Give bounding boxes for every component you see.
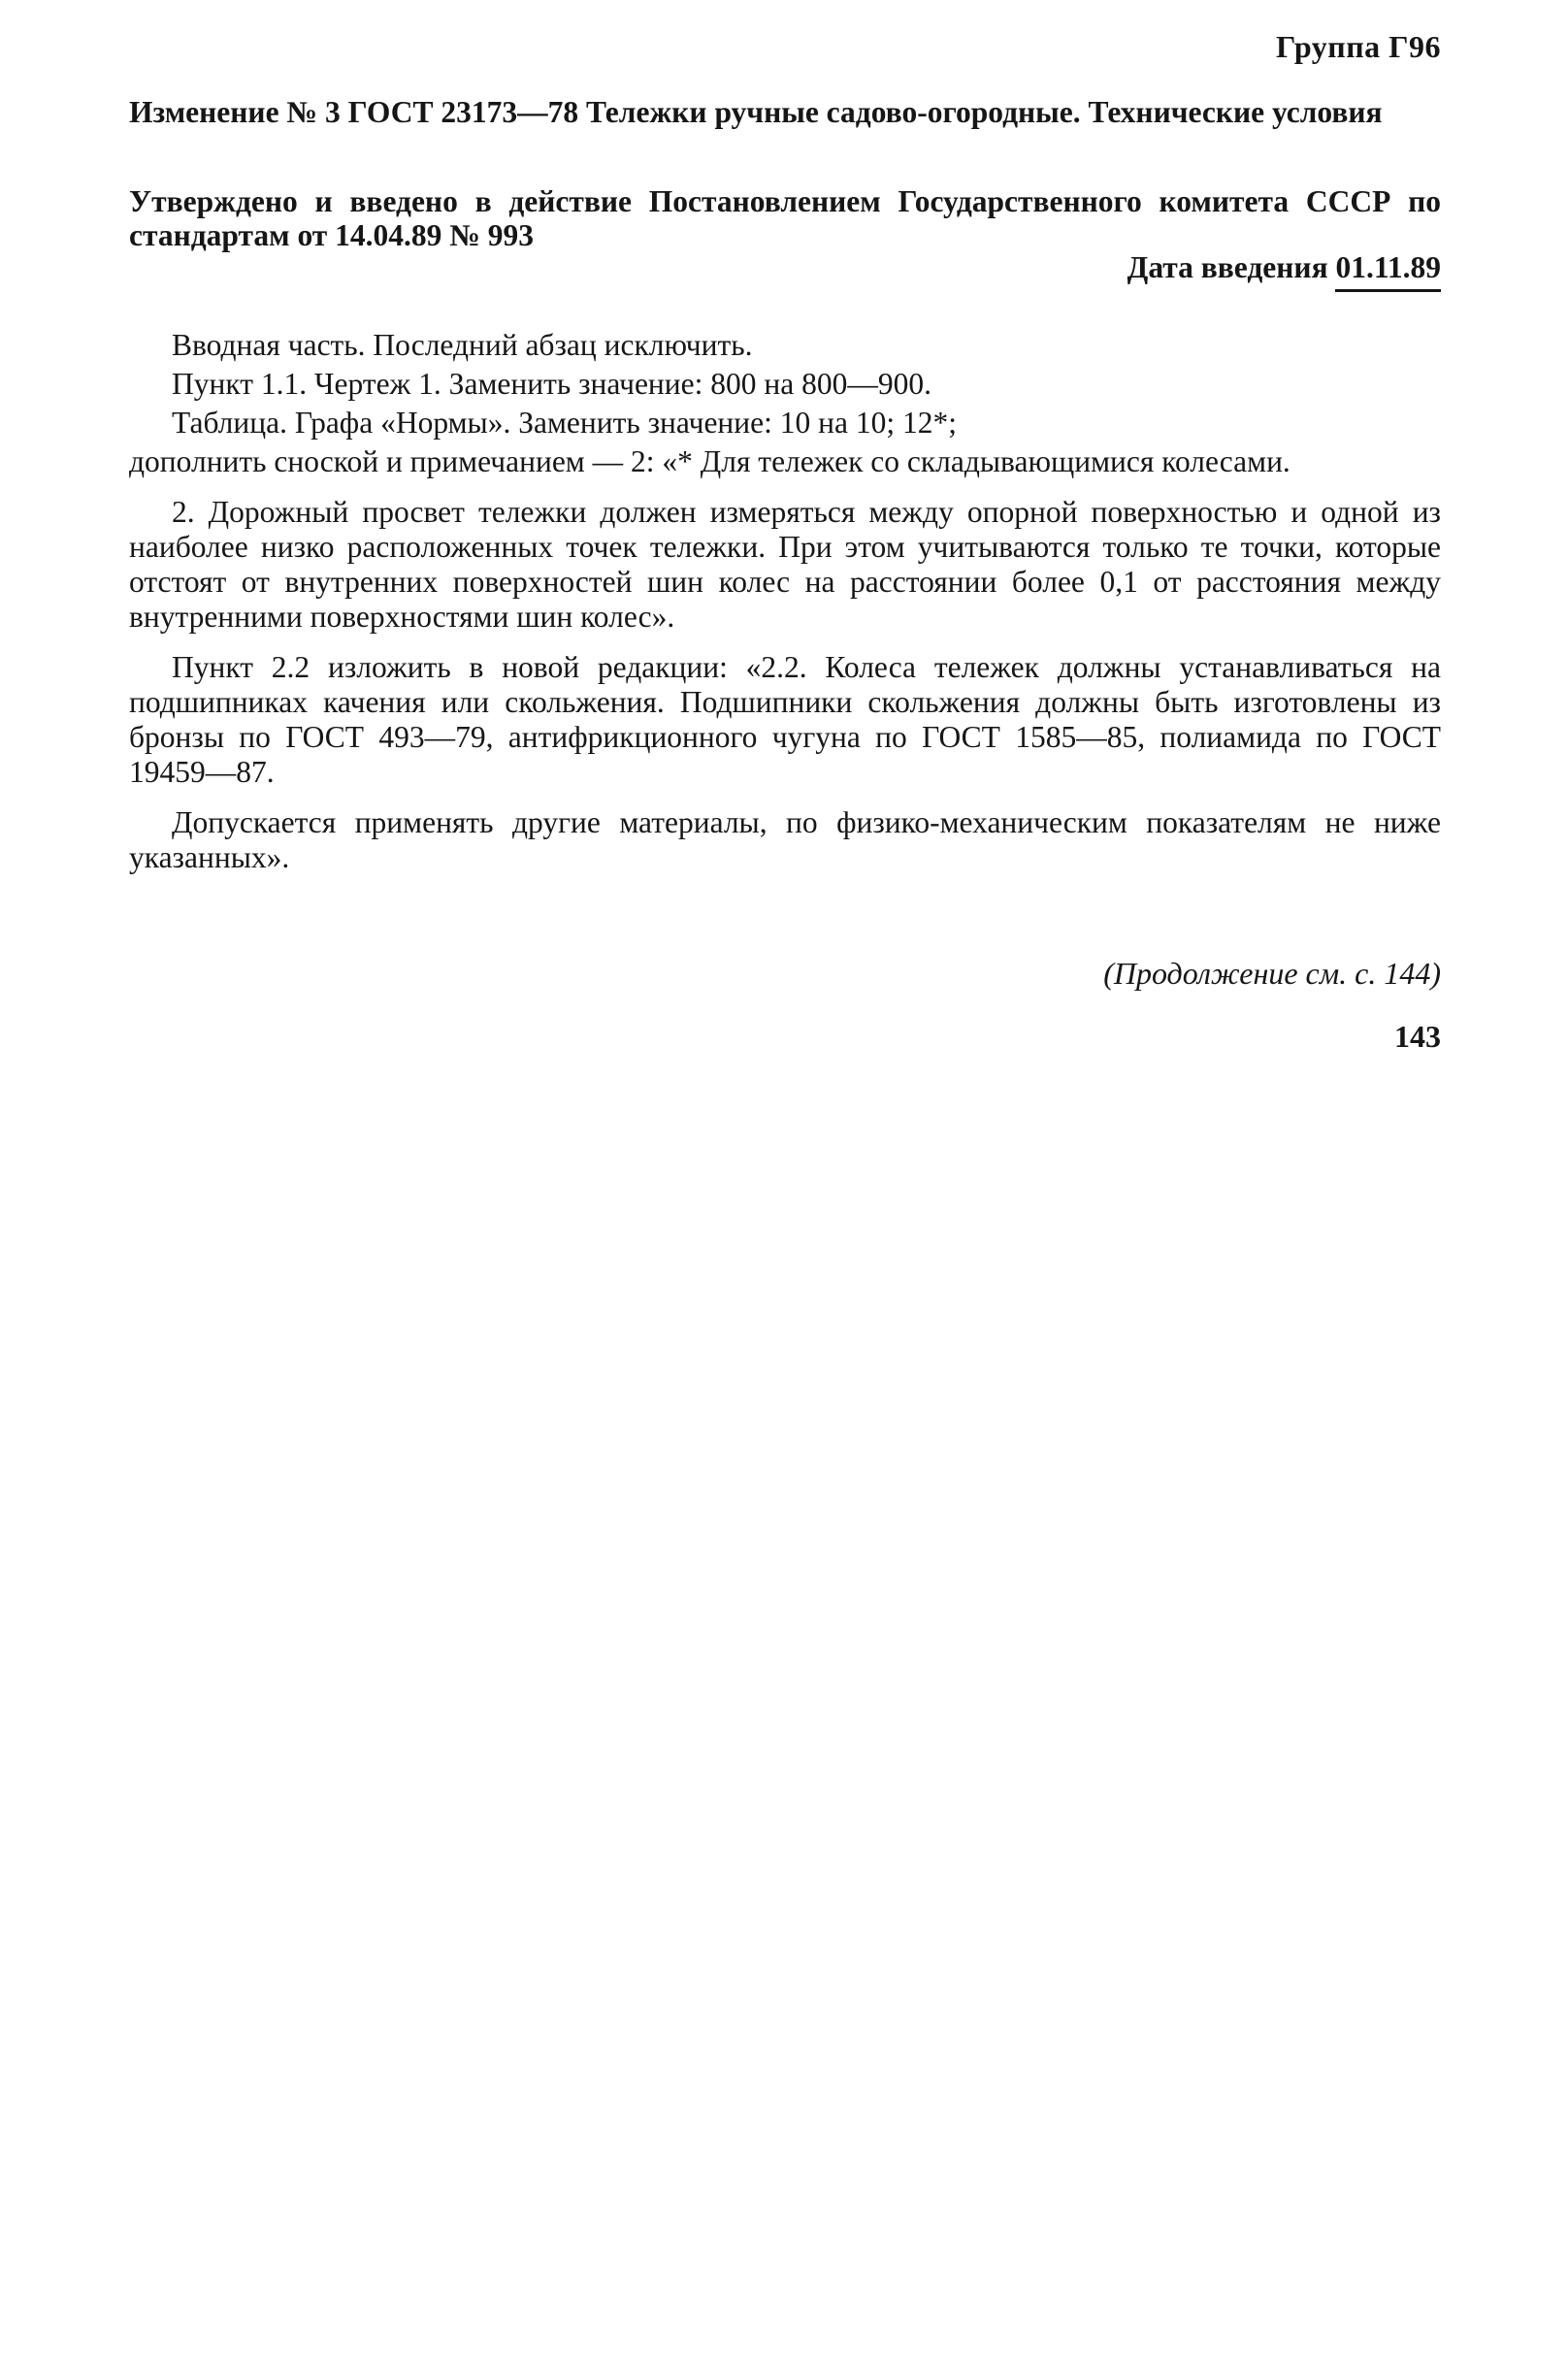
- group-code: Группа Г96: [1276, 29, 1441, 64]
- paragraph-materials: Допускается применять другие материалы, по физико-механическим показателям не ниже указанных».: [129, 805, 1441, 874]
- effective-date: [1127, 250, 1441, 292]
- paragraph-intro: Вводная часть. Последний абзац исключить.: [172, 328, 753, 362]
- paragraph-table: Таблица. Графа «Нормы». Заменить значение: 10 на 10; 12*;: [172, 406, 957, 440]
- page-number: 143: [1394, 1019, 1441, 1054]
- amendment-body: [129, 328, 1441, 891]
- paragraph-item-1-1: Пункт 1.1. Чертеж 1. Заменить значение: 800 на 800—900.: [172, 367, 931, 401]
- effective-date-value: 01.11.89: [1335, 250, 1441, 292]
- paragraph-footnote: дополнить сноской и примечанием — 2: «* Для тележек со складывающимися колесами.: [129, 444, 1290, 478]
- continuation-note: (Продолжение см. с. 144): [1103, 956, 1441, 991]
- amendment-title: Изменение № 3 ГОСТ 23173—78 Тележки ручные садово-огородные. Технические условия: [129, 95, 1383, 129]
- paragraph-clearance: 2. Дорожный просвет тележки должен измеряться между опорной поверхностью и одной из наиболее низко расположенных точек тележки. При этом учитываются только те точки, которые отстоят от внутренних поверхностей шин колес на расстоянии более 0,1 от расстояния между внутренними поверхностями шин колес».: [129, 495, 1441, 634]
- approval-statement: Утверждено и введено в действие Постановлением Государственного комитета СССР по стандартам от 14.04.89 № 993: [129, 184, 1441, 252]
- paragraph-item-2-2: Пункт 2.2 изложить в новой редакции: «2.2. Колеса тележек должны устанавливаться на подшипниках качения или скольжения. Подшипники скольжения должны быть изготовлены из бронзы по ГОСТ 493—79, антифрикционного чугуна по ГОСТ 1585—85, полиамида по ГОСТ 19459—87.: [129, 650, 1441, 789]
- effective-date-label: Дата введения: [1127, 250, 1328, 284]
